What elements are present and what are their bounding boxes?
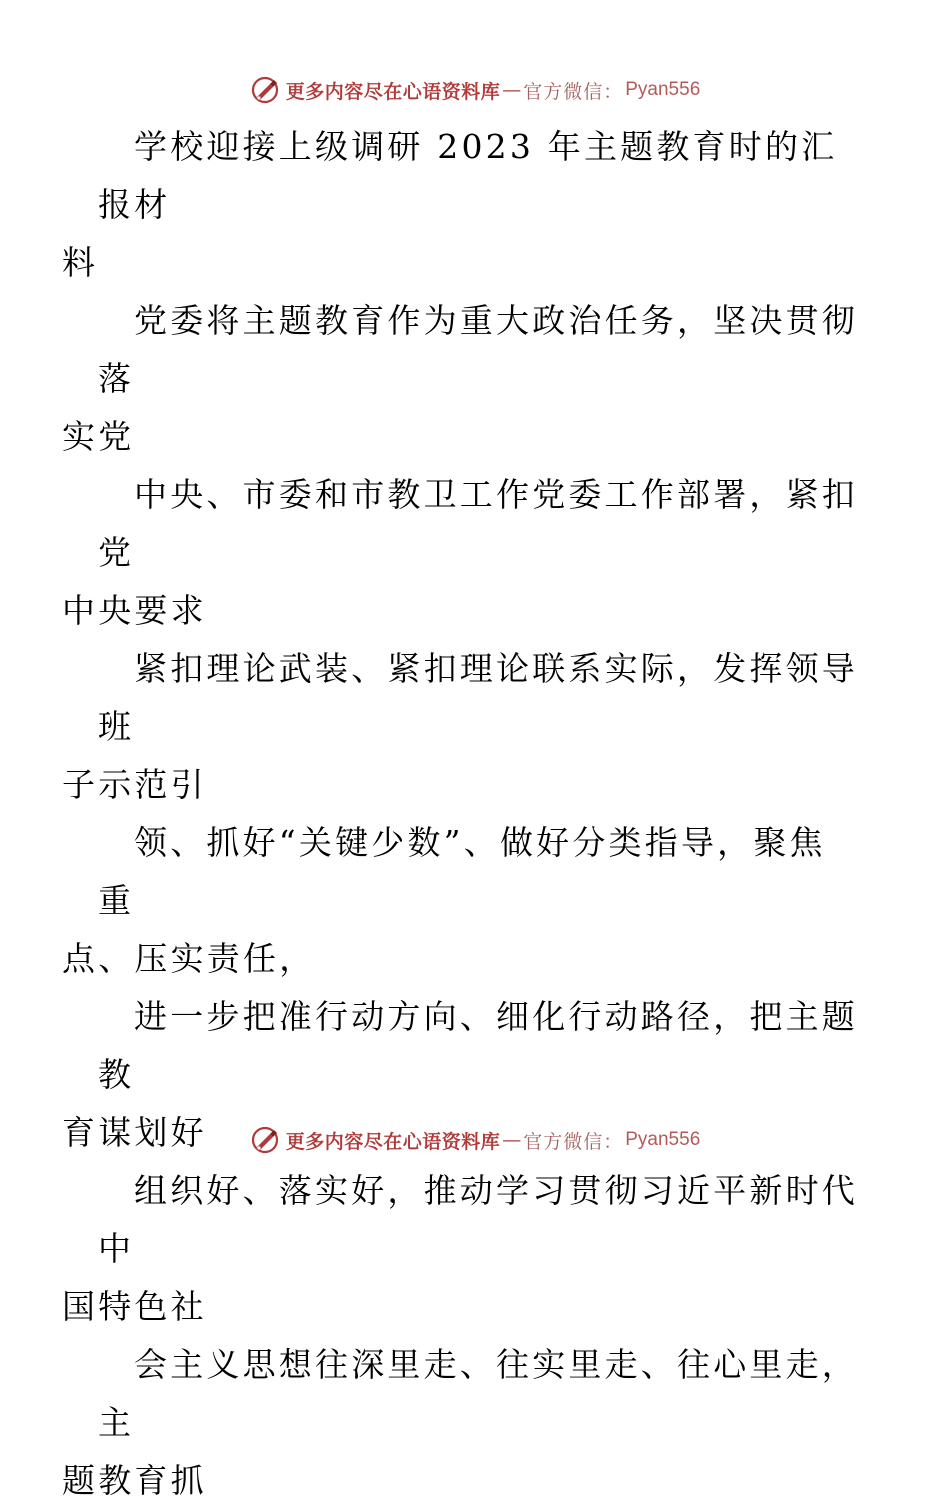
pen-logo-icon xyxy=(250,75,280,105)
banner-wechat-label: 官方微信： xyxy=(523,1130,624,1153)
paragraph-line: 实党 xyxy=(62,417,135,456)
banner-wechat-id: Pyan556 xyxy=(625,1129,701,1150)
banner-separator: — xyxy=(502,79,522,101)
footer-banner xyxy=(0,1120,950,1160)
paragraph xyxy=(62,1162,858,1336)
paragraph-line: 育谋划好 xyxy=(62,1113,207,1152)
banner-wechat-id: Pyan556 xyxy=(625,79,701,100)
paragraph-line: 会主义思想往深里走、往实里走、往心里走，主 xyxy=(98,1345,858,1442)
paragraph xyxy=(62,814,858,988)
paragraph-line: 料 xyxy=(62,243,99,282)
paragraph xyxy=(62,1336,858,1510)
paragraph-line: 点、压实责任， xyxy=(62,939,316,978)
paragraph xyxy=(62,118,858,292)
paragraph-line: 紧扣理论武装、紧扣理论联系实际，发挥领导班 xyxy=(98,649,858,746)
paragraph-line: 国特色社 xyxy=(62,1287,207,1326)
paragraph-line: 党委将主题教育作为重大政治任务，坚决贯彻落 xyxy=(98,301,858,398)
paragraph-line: 领、抓好“关键少数”、做好分类指导，聚焦重 xyxy=(98,823,826,920)
banner-separator: — xyxy=(502,1129,522,1151)
paragraph xyxy=(62,466,858,640)
paragraph-line: 学校迎接上级调研 2023 年主题教育时的汇报材 xyxy=(98,127,838,224)
paragraph-line: 中央、市委和市教卫工作党委工作部署，紧扣党 xyxy=(98,475,858,572)
banner-brand: 更多内容尽在心语资料库 xyxy=(285,1130,501,1153)
banner-wechat-label: 官方微信： xyxy=(523,80,624,103)
paragraph-line: 进一步把准行动方向、细化行动路径，把主题教 xyxy=(98,997,858,1094)
pen-logo-icon xyxy=(250,1125,280,1155)
banner-brand: 更多内容尽在心语资料库 xyxy=(285,80,501,103)
paragraph-line: 题教育抓 xyxy=(62,1461,207,1500)
document-body xyxy=(62,118,858,1510)
paragraph-line: 组织好、落实好，推动学习贯彻习近平新时代中 xyxy=(98,1171,858,1268)
paragraph-line: 中央要求 xyxy=(62,591,207,630)
paragraph xyxy=(62,640,858,814)
paragraph-line: 子示范引 xyxy=(62,765,207,804)
paragraph xyxy=(62,292,858,466)
header-banner xyxy=(0,70,950,110)
